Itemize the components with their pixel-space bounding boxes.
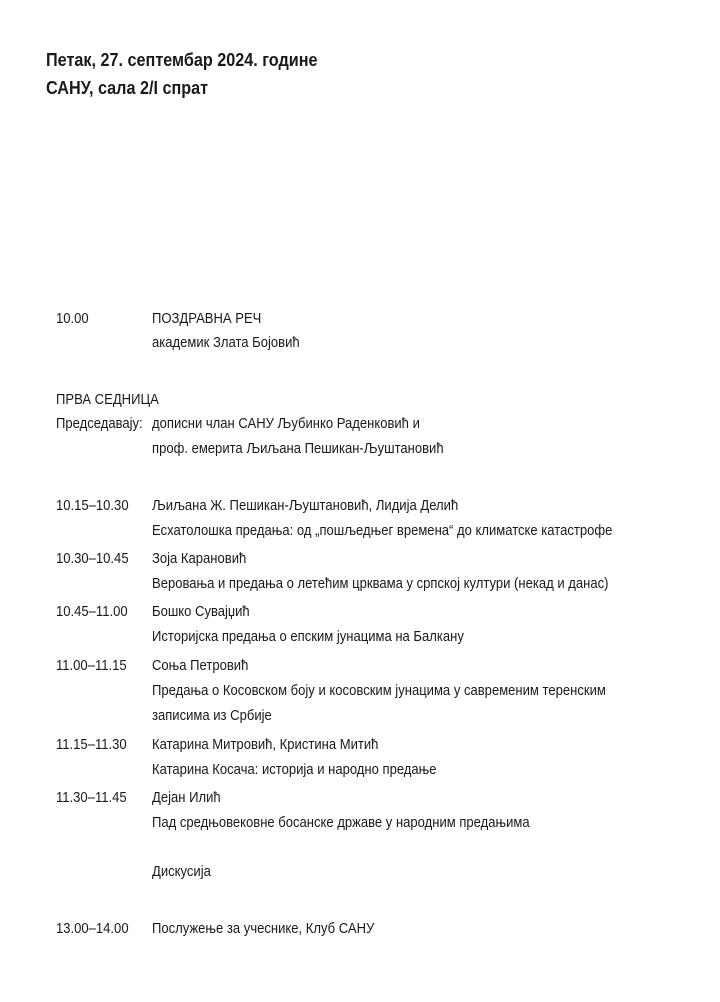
talk-time: 11.15–11.30	[56, 737, 127, 753]
chair-1: дописни члан САНУ Љубинко Раденковић и	[152, 416, 420, 432]
talk-time: 10.15–10.30	[56, 498, 129, 514]
talk-time: 11.00–11.15	[56, 658, 127, 674]
chairs-label: Председавају:	[56, 416, 143, 432]
talk-time: 10.45–11.00	[56, 604, 128, 620]
closing-time: 13.00–14.00	[56, 921, 129, 937]
session-title: ПРВА СЕДНИЦА	[56, 392, 159, 408]
talk-time: 10.30–10.45	[56, 551, 129, 567]
event-venue: САНУ, сала 2/I спрат	[46, 78, 209, 98]
discussion-label: Дискусија	[152, 864, 211, 880]
talk-authors: Зоја Карановић	[152, 551, 247, 567]
chair-2: проф. емерита Љиљана Пешикан-Љуштановић	[152, 441, 444, 457]
event-date: Петак, 27. септембар 2024. године	[46, 50, 318, 70]
talk-authors: Катарина Митровић, Кристина Митић	[152, 737, 379, 753]
talk-title: Историјска предања о епским јунацима на Балкану	[152, 629, 464, 645]
closing-text: Послужење за учеснике, Клуб САНУ	[152, 921, 375, 937]
talk-authors: Љиљана Ж. Пешикан-Љуштановић, Лидија Делић	[152, 498, 459, 514]
talk-time: 11.30–11.45	[56, 790, 127, 806]
talk-title: Катарина Косача: историја и народно предање	[152, 762, 437, 778]
talk-authors: Соња Петровић	[152, 658, 249, 674]
talk-title: Есхатолошка предања: од „пошљедњег времена“ до климатске катастрофе	[152, 523, 613, 539]
talk-authors: Дејан Илић	[152, 790, 221, 806]
talk-title: Веровања и предања о летећим црквама у српској култури (некад и данас)	[152, 576, 609, 592]
opening-speaker: академик Злата Бојовић	[152, 335, 300, 351]
opening-title: ПОЗДРАВНА РЕЧ	[152, 311, 262, 327]
page-header	[46, 46, 348, 102]
talk-authors: Бошко Сувајџић	[152, 604, 250, 620]
opening-time: 10.00	[56, 311, 89, 327]
talk-title-continued: записима из Србије	[152, 708, 272, 724]
talk-title: Предања о Косовском боју и косовским јунацима у савременим теренским	[152, 683, 606, 699]
talk-title: Пад средњовековне босанске државе у народним предањима	[152, 815, 530, 831]
